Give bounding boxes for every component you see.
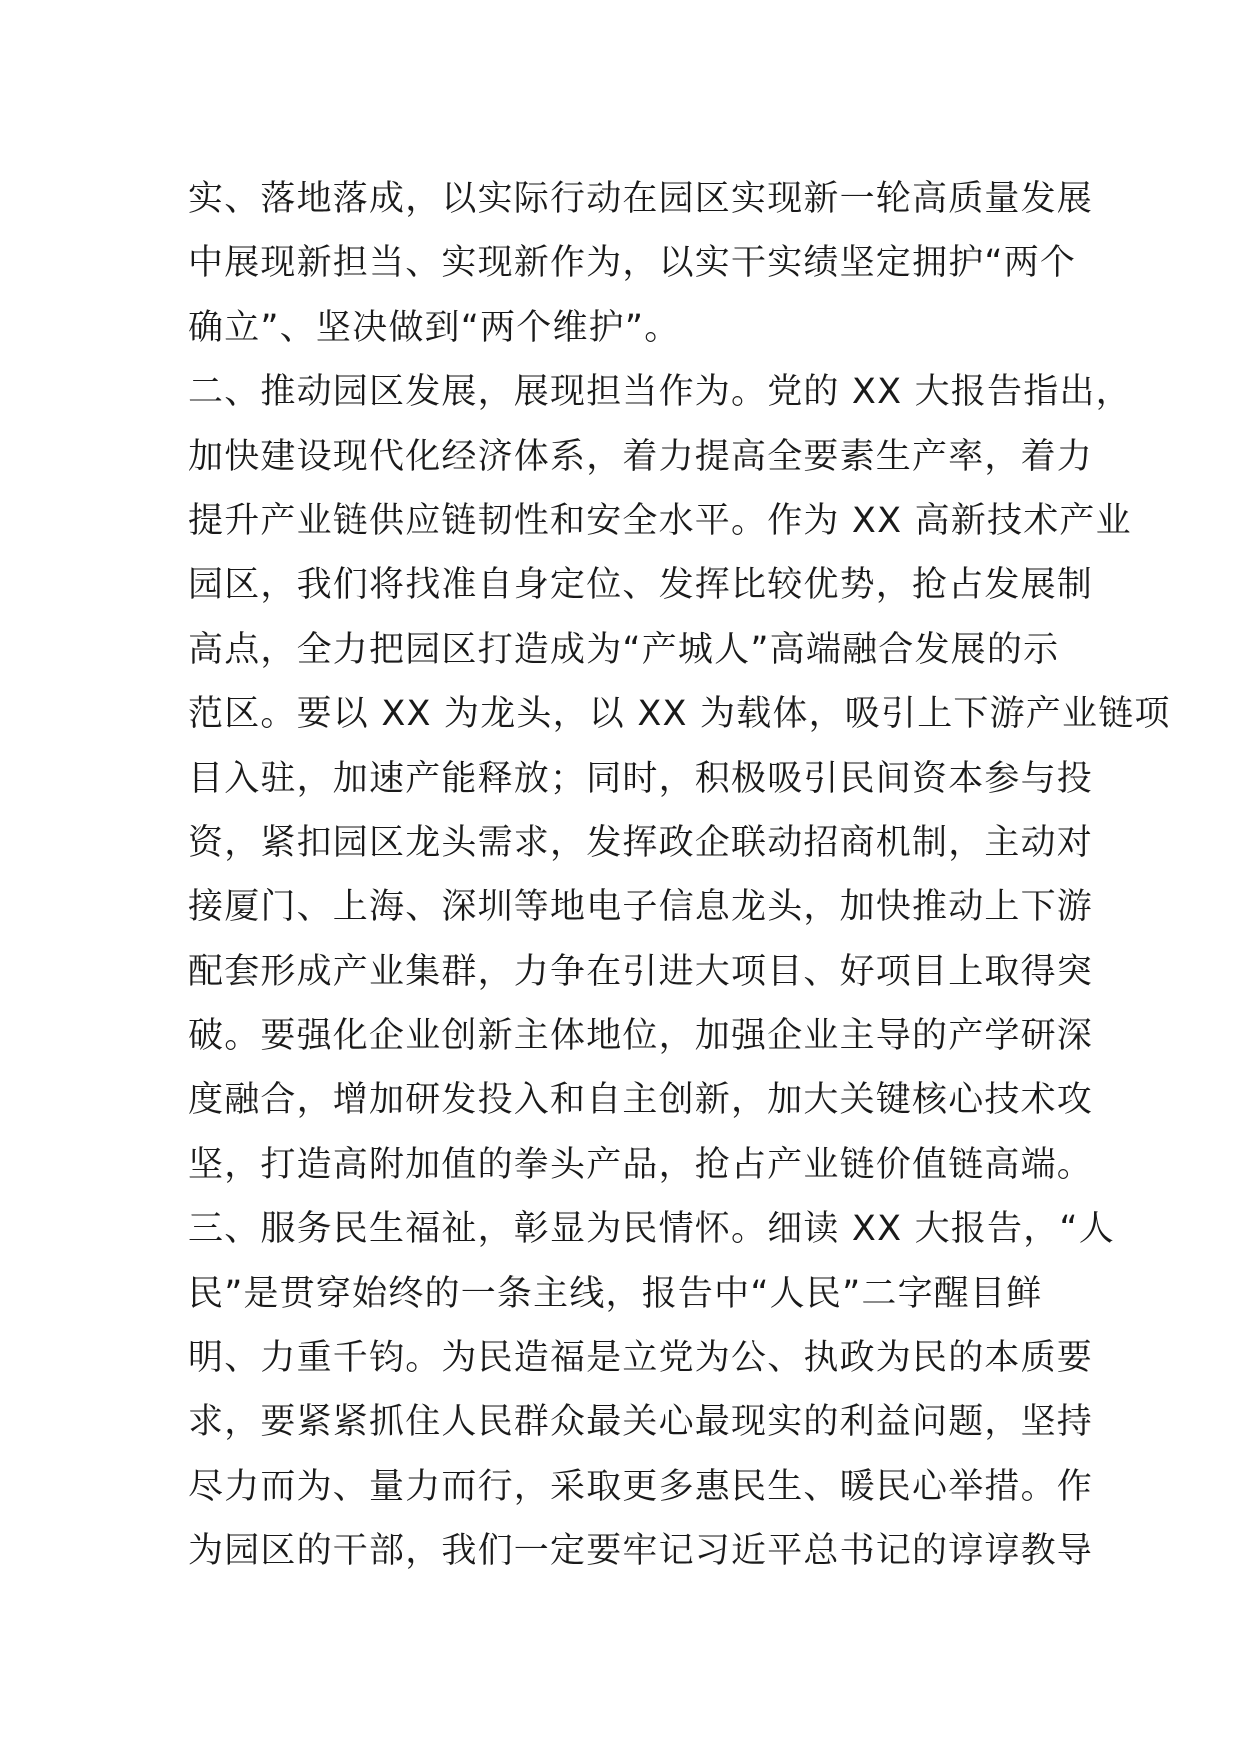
text-line: 资，紧扣园区龙头需求，发挥政企联动招商机制，主动对	[188, 822, 1094, 863]
text-line: 实、落地落成，以实际行动在园区实现新一轮高质量发展	[188, 179, 1094, 219]
body-text	[188, 167, 1171, 1584]
text-line: 为园区的干部，我们一定要牢记习近平总书记的谆谆教导	[188, 1531, 1094, 1572]
section-heading-line: 三、服务民生福祉，彰显为民情怀。细读 XX 大报告，“人	[188, 1209, 1115, 1250]
text-line: 民”是贯穿始终的一条主线，报告中“人民”二字醒目鲜	[188, 1273, 1043, 1314]
text-line: 破。要强化企业创新主体地位，加强企业主导的产学研深	[188, 1016, 1094, 1057]
text-line: 配套形成产业集群，力争在引进大项目、好项目上取得突	[188, 951, 1094, 992]
text-line: 提升产业链供应链韧性和安全水平。作为 XX 高新技术产业	[188, 500, 1132, 541]
text-line: 目入驻，加速产能释放；同时，积极吸引民间资本参与投	[188, 758, 1094, 799]
text-line: 中展现新担当、实现新作为，以实干实绩坚定拥护“两个	[188, 243, 1077, 284]
text-line: 求，要紧紧抓住人民群众最关心最现实的利益问题，坚持	[188, 1402, 1094, 1443]
text-line: 明、力重千钧。为民造福是立党为公、执政为民的本质要	[188, 1338, 1094, 1379]
text-line: 接厦门、上海、深圳等地电子信息龙头，加快推动上下游	[188, 887, 1094, 928]
text-line: 加快建设现代化经济体系，着力提高全要素生产率，着力	[188, 436, 1094, 477]
text-line: 坚，打造高附加值的拳头产品，抢占产业链价值链高端。	[188, 1144, 1094, 1185]
text-line: 范区。要以 XX 为龙头，以 XX 为载体，吸引上下游产业链项	[188, 694, 1171, 735]
section-heading-line: 二、推动园区发展，展现担当作为。党的 XX 大报告指出，	[188, 372, 1132, 413]
text-line: 度融合，增加研发投入和自主创新，加大关键核心技术攻	[188, 1080, 1094, 1121]
text-line: 确立”、坚决做到“两个维护”。	[188, 307, 681, 348]
text-line: 园区，我们将找准自身定位、发挥比较优势，抢占发展制	[188, 565, 1094, 606]
text-line: 高点，全力把园区打造成为“产城人”高端融合发展的示	[188, 629, 1060, 670]
text-line: 尽力而为、量力而行，采取更多惠民生、暖民心举措。作	[188, 1466, 1094, 1507]
